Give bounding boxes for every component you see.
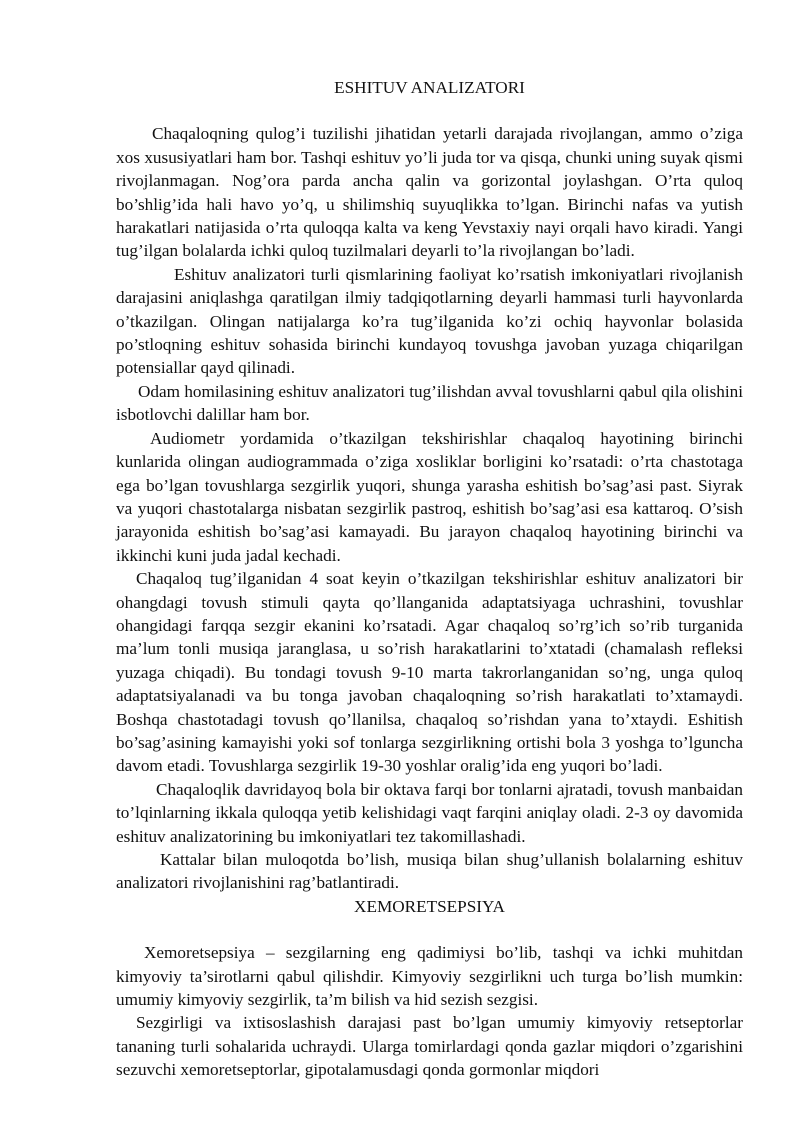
paragraph-analyzer-research: Eshituv analizatori turli qismlarining faoliyat ko’rsatish imkoniyatlari rivojlanish darajasini aniqlashga qaratilgan ilmiy tadqiqotlarning deyarli hammasi turli hayvonlarda o’tkazilgan. Olingan natijalarga ko’ra tug’ilganida ko’zi ochiq hayvonlar bolasida po’stloqning eshituv sohasida birinchi kundayoq tovushga javoban yuzaga chiqarilgan potensiallar qayd qilinadi. [116,264,743,378]
paragraph-fetal-hearing: Odam homilasining eshituv analizatori tug’ilishdan avval tovushlarni qabul qila olishini isbotlovchi dalillar ham bor. [116,381,743,425]
document-page [116,76,743,1082]
paragraph-ear-structure: Chaqaloqning qulog’i tuzilishi jihatidan yetarli darajada rivojlangan, ammo o’ziga xos xususiyatlari ham bor. Tashqi eshituv yo’li juda tor va qisqa, chunki uning suyak qismi rivojlanmagan. Nog’ora parda ancha qalin va gorizontal joylashgan. O’rta quloq bo’shlig’ida hali havo yo’q, u shilimshiq suyuqlikka to’lgan. Birinchi nafas va yutish harakatlari natijasida o’rta quloqqa kalta va keng Yevstaxiy nayi orqali havo kiradi. Yangi tug’ilgan bolalarda ichki quloq tuzilmalari deyarli to’la rivojlangan bo’ladi. [116,124,743,261]
paragraph-chemoreceptors: Sezgirligi va ixtisoslashish darajasi past bo’lgan umumiy kimyoviy retseptorlar tananing turli sohalarida uchraydi. Ularga tomirlardagi qonda gazlar miqdori o’zgarishini sezuvchi xemoretseptorlar, gipotalamusdagi qonda gormonlar miqdori [116,1013,743,1080]
paragraph-development-factors: Kattalar bilan muloqotda bo’lish, musiqa bilan shug’ullanish bolalarning eshituv analizatori rivojlanishini rag’batlantiradi. [116,850,743,893]
paragraph-chemoreception: Xemoretsepsiya – sezgilarning eng qadimiysi bo’lib, tashqi va ichki muhitdan kimyoviy ta’sirotlarni qabul qilishdir. Kimyoviy sezgirlikni uch turga bo’lish mumkin: umumiy kimyoviy sezgirlik, ta’m bilish va hid sezish sezgisi. [116,943,743,1010]
paragraph-audiometry: Audiometr yordamida o’tkazilgan tekshirishlar chaqaloq hayotining birinchi kunlarida olingan audiogrammada o’ziga xosliklar borligini ko’rsatadi: o’rta chastotaga ega bo’lgan tovushlarga sezgirlik yuqori, shunga yarasha eshitish bo’sag’asi past. Siyrak va yuqori chastotalarga nisbatan sezgirlik pastroq, eshitish bo’sag’asi esa kattaroq. O’sish jarayonida eshitish bo’sag’asi kamayadi. Bu jarayon chaqaloq hayotining birinchi va ikkinchi kuni juda jadal kechadi. [116,428,743,565]
paragraph-infant-tones: Chaqaloqlik davridayoq bola bir oktava farqi bor tonlarni ajratadi, tovush manbaidan to’lqinlarning ikkala quloqqa yetib kelishidagi vaqt farqini aniqlay oladi. 2-3 oy davomida eshituv analizatorining bu imkoniyatlari tez takomillashadi. [116,779,743,846]
paragraph-newborn-tests: Chaqaloq tug’ilganidan 4 soat keyin o’tkazilgan tekshirishlar eshituv analizatori bir ohangdagi tovush stimuli qayta qo’llanganida adaptatsiyaga uchrashini, tovushlar ohangidagi farqqa sezgir ekanini ko’rsatadi. Agar chaqaloq so’rg’ich so’rib turganida ma’lum tonli musiqa jaranglasa, u so’rish harakatlarini to’xtatadi (chamalash refleksi yuzaga chiqadi). Bu tondagi tovush 9-10 marta takrorlanganidan so’ng, unga quloq adaptatsiyalanadi va bu tonga javoban chaqaloqning so’rish harakatlati to’xtamaydi. Boshqa chastotadagi tovush qo’llanilsa, chaqaloq so’rishdan yana to’xtaydi. Eshitish bo’sag’asining kamayishi yoki sof tonlarga sezgirlikning ortishi bola 3 yoshga to’lguncha davom etadi. Tovushlarga sezgirlik 19-30 yoshlar oralig’ida eng yuqori bo’ladi. [116,569,743,776]
section-title: XEMORETSEPSIYA [354,896,505,916]
document-title: ESHITUV ANALIZATORI [334,78,525,97]
